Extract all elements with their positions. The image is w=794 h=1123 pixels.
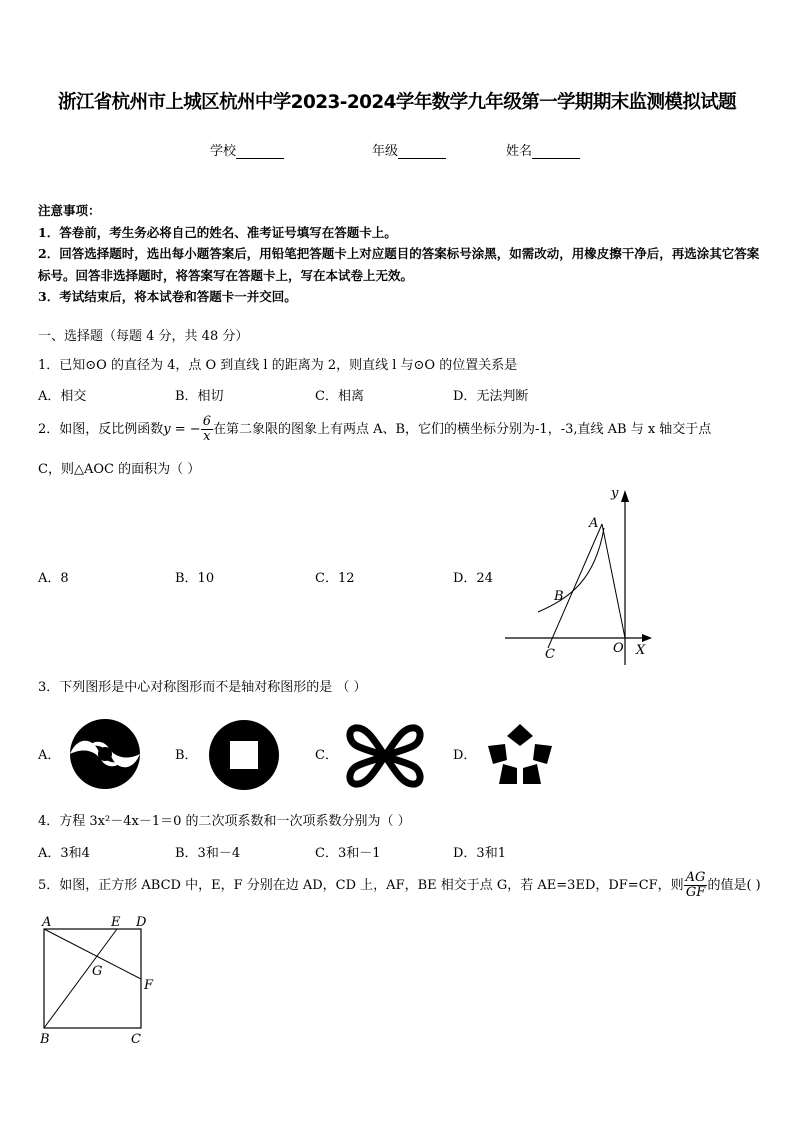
question-2-text-c: C，则△AOC 的面积为（ ） — [38, 462, 201, 477]
grade-label: 年级 — [372, 144, 399, 159]
q2-fraction — [201, 415, 213, 444]
q3-option-d[interactable]: D． — [453, 748, 477, 763]
school-label: 学校 — [210, 144, 237, 159]
name-field[interactable] — [506, 140, 580, 159]
label-b: B — [40, 1032, 50, 1047]
q5-frac-num: AG — [685, 870, 706, 885]
q3-option-b[interactable]: B． — [175, 748, 198, 763]
q4-option-d[interactable]: D．3和1 — [453, 846, 506, 861]
q4-option-a[interactable]: A．3和4 — [38, 846, 90, 861]
grade-blank[interactable] — [398, 146, 446, 159]
label-b: B — [554, 589, 564, 604]
q5-fraction — [684, 871, 708, 900]
notice-block — [38, 200, 762, 308]
q4-option-c[interactable]: C．3和－1 — [315, 846, 381, 861]
label-a: A — [42, 915, 52, 930]
q2-option-a[interactable]: A．8 — [38, 571, 69, 586]
label-x: X — [636, 643, 646, 658]
question-4-text: 4．方程 3x²－4x－1＝0 的二次项系数和一次项系数分别为（ ） — [38, 814, 411, 829]
name-blank[interactable] — [532, 146, 580, 159]
q1-option-c[interactable]: C．相离 — [315, 389, 364, 404]
q5-text-b: 的值是( ) — [707, 878, 761, 893]
label-f: F — [144, 978, 154, 993]
q5-square-figure — [36, 913, 160, 1049]
q2-text-a: 2．如图，反比例函数 — [38, 422, 164, 437]
label-o: O — [613, 641, 624, 656]
line-ab — [548, 524, 602, 648]
section-heading: 一、选择题（每题 4 分，共 48 分） — [38, 329, 249, 344]
coin-square-icon[interactable] — [208, 719, 280, 791]
q1-option-a[interactable]: A．相交 — [38, 389, 87, 404]
q2-option-b[interactable]: B．10 — [175, 571, 215, 586]
q5-frac-den: GF — [685, 885, 706, 900]
q2-frac-den: x — [203, 429, 211, 444]
yin-yang-like-icon[interactable] — [68, 717, 142, 791]
page-title: 浙江省杭州市上城区杭州中学2023-2024学年数学九年级第一学期期末监测模拟试题 — [57, 92, 737, 113]
notice-heading: 注意事项： — [38, 203, 101, 218]
q2-option-c[interactable]: C．12 — [315, 571, 355, 586]
label-c: C — [545, 647, 555, 662]
four-leaf-knot-icon[interactable] — [345, 720, 425, 792]
label-e: E — [111, 915, 121, 930]
q4-option-b[interactable]: B．3和－4 — [175, 846, 241, 861]
label-a: A — [589, 516, 599, 531]
school-field[interactable] — [210, 140, 284, 159]
q2-text-b: 在第二象限的图象上有两点 A、B，它们的横坐标分别为-1，-3,直线 AB 与 x 轴交于点 — [212, 422, 712, 437]
y-axis-arrow-icon — [621, 490, 629, 502]
q3-option-c[interactable]: C． — [315, 748, 338, 763]
question-1-text: 1．已知⊙O 的直径为 4，点 O 到直线 l 的距离为 2，则直线 l 与⊙O 的位置关系是 — [38, 358, 518, 373]
q5-text-a: 5．如图，正方形 ABCD 中，E，F 分别在边 AD，CD 上，AF，BE 相交于点 G，若 AE=3ED，DF=CF，则 — [38, 878, 684, 893]
q1-option-d[interactable]: D．无法判断 — [453, 389, 529, 404]
notice-item-3: 3．考试结束后，将本试卷和答题卡一并交回。 — [38, 289, 297, 304]
school-blank[interactable] — [236, 146, 284, 159]
q1-option-b[interactable]: B．相切 — [175, 389, 224, 404]
pentagon-flower-icon[interactable] — [485, 722, 555, 788]
q2-figure — [500, 480, 660, 670]
segment-be — [44, 929, 117, 1028]
q2-frac-num: 6 — [202, 414, 211, 429]
name-label: 姓名 — [506, 144, 533, 159]
label-c: C — [131, 1032, 141, 1047]
label-y: y — [611, 486, 619, 501]
hyperbola-curve — [538, 528, 604, 612]
x-axis-arrow-icon — [642, 634, 652, 642]
q2-formula-lhs: y = − — [163, 422, 201, 437]
q2-option-d[interactable]: D．24 — [453, 571, 493, 586]
question-2-text — [38, 410, 711, 450]
q3-option-a[interactable]: A． — [38, 748, 61, 763]
label-g: G — [92, 964, 103, 979]
notice-item-1: 1．答卷前，考生务必将自己的姓名、准考证号填写在答题卡上。 — [38, 224, 397, 240]
label-d: D — [136, 915, 147, 930]
grade-field[interactable] — [372, 140, 446, 159]
notice-item-2: 2．回答选择题时，选出每小题答案后，用铅笔把答题卡上对应题目的答案标号涂黑，如需改动，用橡皮擦干净后，再选涂其它答案标号。回答非选择题时，将答案写在答题卡上，写在本试卷上无效。 — [38, 246, 760, 283]
segment-ao — [602, 524, 625, 638]
question-3-text: 3．下列图形是中心对称图形而不是轴对称图形的是 （ ） — [38, 680, 367, 695]
question-5-text — [38, 866, 761, 906]
